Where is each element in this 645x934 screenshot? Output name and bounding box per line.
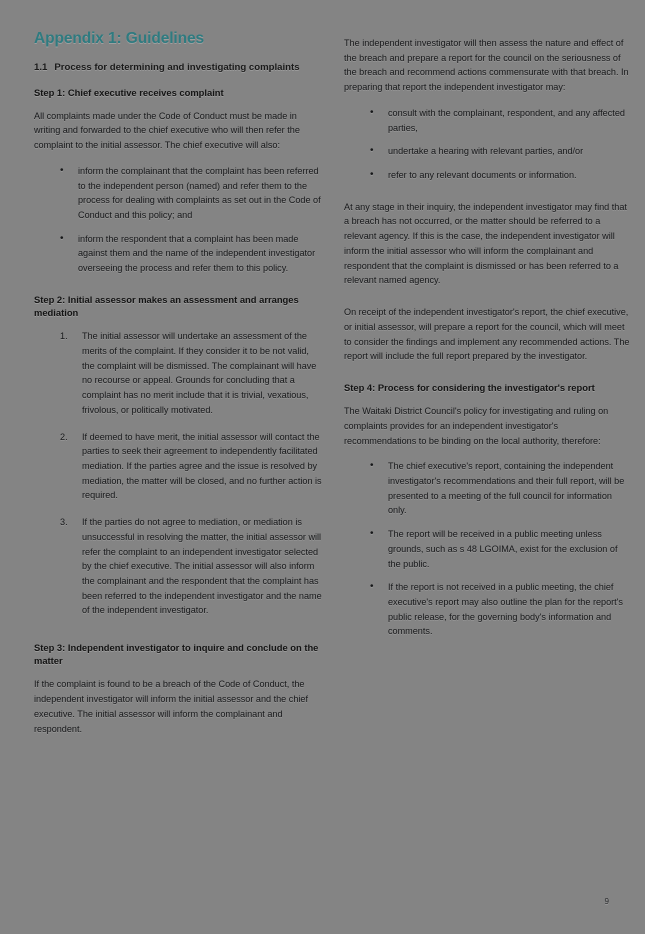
list-item: • The chief executive's report, containing the independent investigator's recommendations and their full report, will be presented to a meeting of the full council for information only. <box>370 459 632 518</box>
list-item: If the parties do not agree to mediation, or mediation is unsuccessful in resolving the matter, the initial assessor will refer the complaint to an independent investigator selected by the chief executive. The initial assessor will also inform the complainant and the respondent that the complaint has been referred to the independent investigator and the name of the independent investigator. <box>82 517 322 616</box>
step-1-heading: Step 1: Chief executive receives complaint <box>34 86 224 98</box>
step-4-heading: Step 4: Process for considering the investigator's report <box>344 381 595 393</box>
list-item: • inform the complainant that the complaint has been referred to the independent person (named) and refer them to the process for dealing with complaints as set out in the Code of Conduct and this policy; and <box>60 164 322 223</box>
step-4-paragraph: The Waitaki District Council's policy for investigating and ruling on complaints provides for an independent investigator's recommendations to be binding on the local authority, therefore: <box>344 406 609 446</box>
section-title: Process for determining and investigating complaints <box>54 61 300 73</box>
list-item: The initial assessor will undertake an assessment of the merits of the complaint. If they consider it to be not valid, the complaint will be dismissed. The complainant will have no recourse or appeal. Grounds for concluding that a complaint has no merit include that it is trivial, vexatious, frivolous, or politically motivated. <box>82 331 317 415</box>
inquiry-outcome-paragraph: At any stage in their inquiry, the independent investigator may find that a breach has not occurred, or the matter should be referred to a relevant agency. If this is the case, the independent investigator will inform the initial assessor who will inform the complainant and respondent that the complaint is dismissed or has been referred to a relevant named agency. <box>344 201 627 286</box>
list-item: • refer to any relevant documents or information. <box>370 168 632 183</box>
right-column <box>344 30 632 914</box>
step-3-heading: Step 3: Independent investigator to inquire and conclude on the matter <box>34 642 319 667</box>
section-heading-1-1 <box>34 62 322 75</box>
investigator-assessment-paragraph: The independent investigator will then assess the nature and effect of the breach and prepare a report for the council on the seriousness of the breach and recommend actions commensurate with that breach. In preparing that report the independent investigator may: <box>344 38 629 93</box>
step-2-numbered-list <box>34 329 322 618</box>
page-number: 9 <box>604 897 609 906</box>
investigator-actions-bullet-list <box>344 106 632 183</box>
step-4-bullet-list <box>344 459 632 639</box>
list-item: • inform the respondent that a complaint has been made against them and the name of the independent investigator overseeing the process and refer them to this policy. <box>60 232 322 276</box>
two-column-layout <box>34 30 630 914</box>
list-item: • consult with the complainant, respondent, and any affected parties, <box>370 106 632 135</box>
step-2-heading: Step 2: Initial assessor makes an assessment and arranges mediation <box>34 293 299 319</box>
step-1-paragraph: All complaints made under the Code of Conduct must be made in writing and forwarded to the chief executive who will then refer the complaint to the initial assessor. The chief executive will also: <box>34 110 300 151</box>
spacer <box>34 629 322 641</box>
list-item: • undertake a hearing with relevant parties, and/or <box>370 144 632 159</box>
left-column <box>34 30 322 914</box>
list-item: If deemed to have merit, the initial assessor will contact the parties to seek their agreement to independently facilitated mediation. If the parties agree and the issue is resolved by mediation, the matter will be closed, and no further action is required. <box>82 431 322 501</box>
step-1-bullet-list <box>34 164 322 276</box>
section-number: 1.1 <box>34 61 48 73</box>
list-item: • The report will be received in a public meeting unless grounds, such as s 48 LGOIMA, exist for the exclusion of the public. <box>370 527 632 571</box>
step-3-paragraph: If the complaint is found to be a breach of the Code of Conduct, the independent investigator will inform the initial assessor and the chief executive. The initial assessor will inform the complainant and respondent. <box>34 679 308 734</box>
page-title: Appendix 1: Guidelines <box>34 30 205 47</box>
report-receipt-paragraph: On receipt of the independent investigator's report, the chief executive, or initial assessor, will prepare a report for the council, which will meet to consider the findings and implement any recommended actions. The report will include the full report prepared by the investigator. <box>344 307 630 362</box>
list-item: • If the report is not received in a public meeting, the chief executive's report may also outline the plan for the report's public release, for the governing body's information and comments. <box>370 580 632 639</box>
